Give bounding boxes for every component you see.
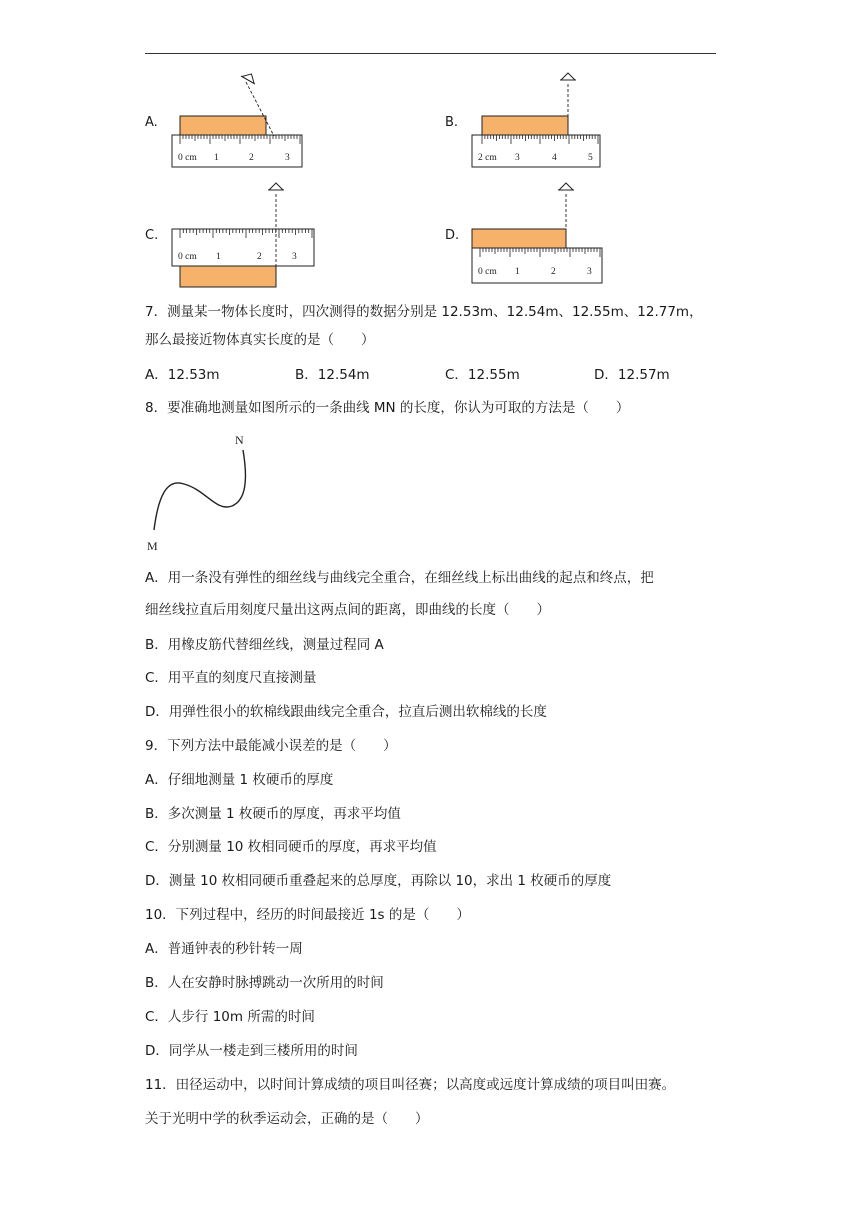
tick-label: 5 <box>588 153 593 163</box>
q9-option-a[interactable]: A．仔细地测量 1 枚硬币的厚度 <box>145 772 334 788</box>
figure-option-b-label: B. <box>445 115 459 130</box>
curve-label-m: M <box>147 539 158 553</box>
tick-label: 3 <box>292 252 297 262</box>
q10-option-a[interactable]: A．普通钟表的秒针转一周 <box>145 941 303 957</box>
q7-option-c[interactable]: C．12.55m <box>445 367 520 383</box>
q11-stem-line2: 关于光明中学的秋季运动会，正确的是（ ） <box>145 1111 429 1127</box>
tick-label: 1 <box>515 267 520 277</box>
q11-stem-line1: 11．田径运动中，以时间计算成绩的项目叫径赛；以高度或远度计算成绩的项目叫田赛。 <box>145 1077 676 1093</box>
q8-option-b[interactable]: B．用橡皮筋代替细丝线，测量过程同 A <box>145 637 384 653</box>
tick-label: 2 <box>257 252 262 262</box>
tick-label: 3 <box>515 153 520 163</box>
tick-label: 2 cm <box>478 153 497 163</box>
q9-stem: 9．下列方法中最能减小误差的是（ ） <box>145 738 397 754</box>
ruler-figure-a <box>168 70 308 170</box>
tick-label: 4 <box>552 153 557 163</box>
tick-label: 0 cm <box>178 252 197 262</box>
figure-option-c-label: C. <box>145 228 159 243</box>
q7-stem-line2: 那么最接近物体真实长度的是（ ） <box>145 332 375 348</box>
eye-icon <box>558 183 574 190</box>
q8-option-d[interactable]: D．用弹性很小的软棉线跟曲线完全重合，拉直后测出软棉线的长度 <box>145 704 547 720</box>
tick-label: 3 <box>285 153 290 163</box>
q7-option-a[interactable]: A．12.53m <box>145 367 220 383</box>
tick-label: 1 <box>216 252 221 262</box>
q8-option-a-cont: 细丝线拉直后用刻度尺量出这两点间的距离，即曲线的长度（ ） <box>145 602 550 618</box>
tick-label: 2 <box>249 153 254 163</box>
eye-icon <box>560 73 576 80</box>
q8-stem: 8．要准确地测量如图所示的一条曲线 MN 的长度，你认为可取的方法是（ ） <box>145 400 630 416</box>
q9-option-b[interactable]: B．多次测量 1 枚硬币的厚度，再求平均值 <box>145 806 401 822</box>
tick-label: 2 <box>551 267 556 277</box>
q9-option-d[interactable]: D．测量 10 枚相同硬币重叠起来的总厚度，再除以 10，求出 1 枚硬币的厚度 <box>145 873 612 889</box>
ruler-figure-d <box>468 180 618 290</box>
figure-option-a-label: A. <box>145 115 158 130</box>
eye-icon <box>241 70 258 84</box>
curve-label-n: N <box>235 433 244 447</box>
eye-icon <box>268 183 284 190</box>
tick-label: 0 cm <box>178 153 197 163</box>
curve-mn-figure <box>140 428 260 558</box>
q10-stem: 10．下列过程中，经历的时间最接近 1s 的是（ ） <box>145 907 470 923</box>
q10-option-d[interactable]: D．同学从一楼走到三楼所用的时间 <box>145 1043 358 1059</box>
ruler-figure-b <box>468 70 608 170</box>
figure-option-d-label: D. <box>445 228 460 243</box>
ruler-figure-c <box>168 180 328 290</box>
q8-option-c[interactable]: C．用平直的刻度尺直接测量 <box>145 670 317 686</box>
q9-option-c[interactable]: C．分别测量 10 枚相同硬币的厚度，再求平均值 <box>145 839 437 855</box>
q8-option-a[interactable]: A．用一条没有弹性的细丝线与曲线完全重合，在细丝线上标出曲线的起点和终点，把 <box>145 570 654 586</box>
q7-option-d[interactable]: D．12.57m <box>594 367 670 383</box>
tick-label: 0 cm <box>478 267 497 277</box>
header-rule <box>145 53 716 54</box>
q7-stem-line1: 7．测量某一物体长度时，四次测得的数据分别是 12.53m、12.54m、12.55m、12.77m， <box>145 304 703 320</box>
tick-label: 1 <box>214 153 219 163</box>
q10-option-c[interactable]: C．人步行 10m 所需的时间 <box>145 1009 315 1025</box>
q7-option-b[interactable]: B．12.54m <box>295 367 370 383</box>
q10-option-b[interactable]: B．人在安静时脉搏跳动一次所用的时间 <box>145 975 384 991</box>
tick-label: 3 <box>587 267 592 277</box>
